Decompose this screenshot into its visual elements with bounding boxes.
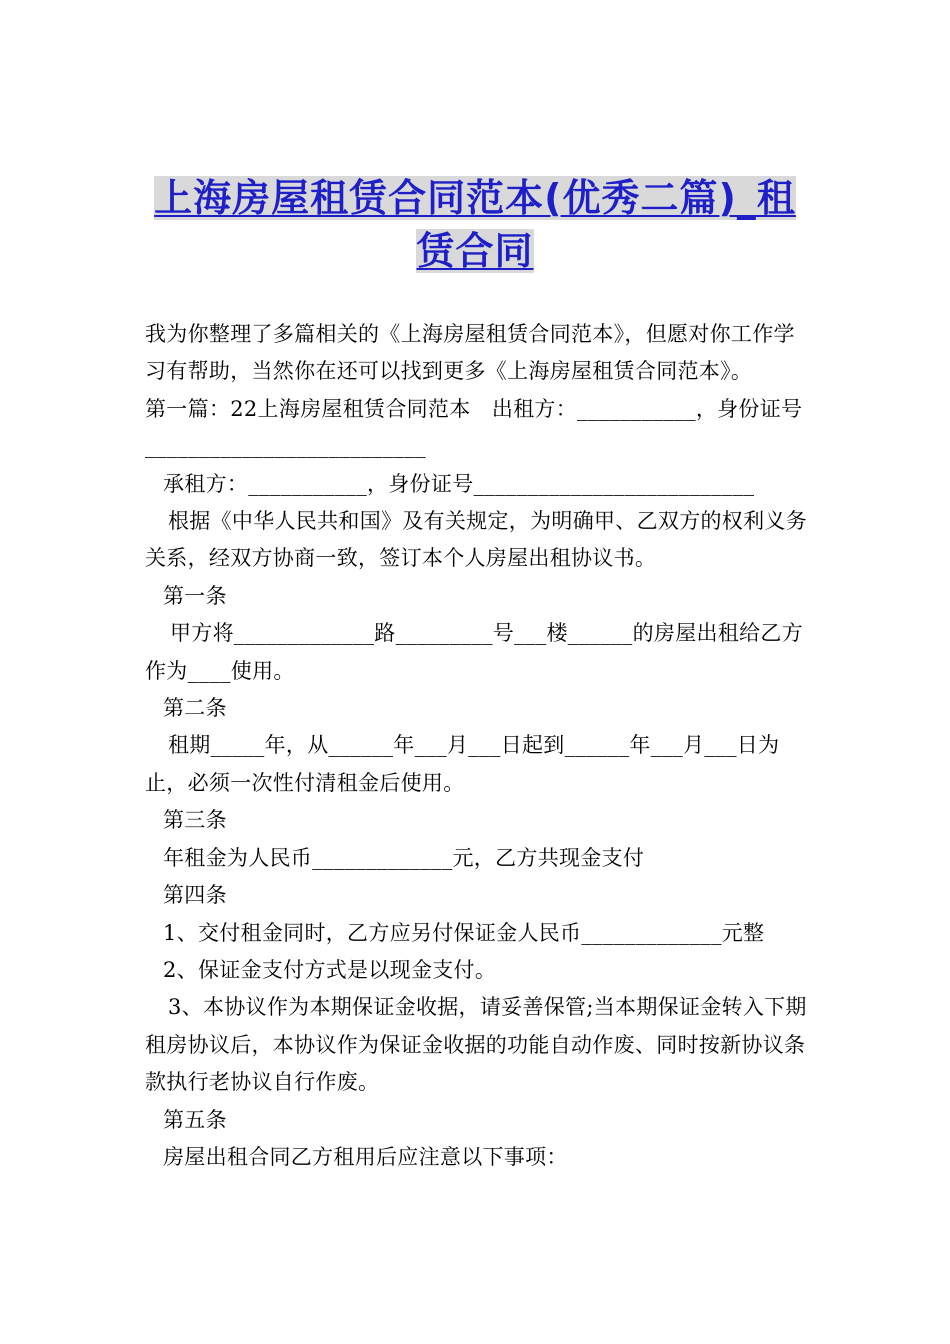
preamble-paragraph: 根据《中华人民共和国》及有关规定，为明确甲、乙双方的权利义务关系，经双方协商一致，签订本个人房屋出租协议书。: [145, 509, 807, 571]
article-4-item-3: 3、本协议作为本期保证金收据，请妥善保管;当本期保证金转入下期租房协议后，本协议作为保证金收据的功能自动作废、同时按新协议条款执行老协议自行作废。: [145, 995, 807, 1095]
article-4-item-1: 1、交付租金同时，乙方应另付保证金人民币_____________元整: [163, 920, 765, 945]
document-title[interactable]: 上海房屋租赁合同范本(优秀二篇)_租赁合同: [154, 176, 796, 273]
article-4-heading: 第四条: [163, 883, 227, 908]
lessor-line: 第一篇：22上海房屋租赁合同范本 出租方：___________，身份证号__________________________: [145, 396, 803, 459]
article-5-text: 房屋出租合同乙方租用后应注意以下事项：: [163, 1144, 568, 1169]
article-3-heading: 第三条: [163, 808, 227, 833]
title-block: [140, 172, 810, 278]
article-3-text: 年租金为人民币_____________元，乙方共现金支付: [163, 845, 645, 870]
article-2-text: 租期_____年，从______年___月___日起到______年___月___日为止，必须一次性付清租金后使用。: [145, 733, 780, 795]
article-2-heading: 第二条: [163, 696, 227, 721]
article-5-heading: 第五条: [163, 1107, 227, 1132]
lessee-line: 承租方：___________，身份证号__________________________: [163, 471, 755, 496]
article-1-text: 甲方将_____________路_________号___楼______的房屋出租给乙方作为____使用。: [145, 621, 803, 683]
article-4-item-2: 2、保证金支付方式是以现金支付。: [163, 957, 497, 982]
intro-paragraph: 我为你整理了多篇相关的《上海房屋租赁合同范本》，但愿对你工作学习有帮助，当然你在还可以找到更多《上海房屋租赁合同范本》。: [145, 322, 795, 384]
document-body: [145, 316, 810, 1176]
article-1-heading: 第一条: [163, 583, 227, 608]
